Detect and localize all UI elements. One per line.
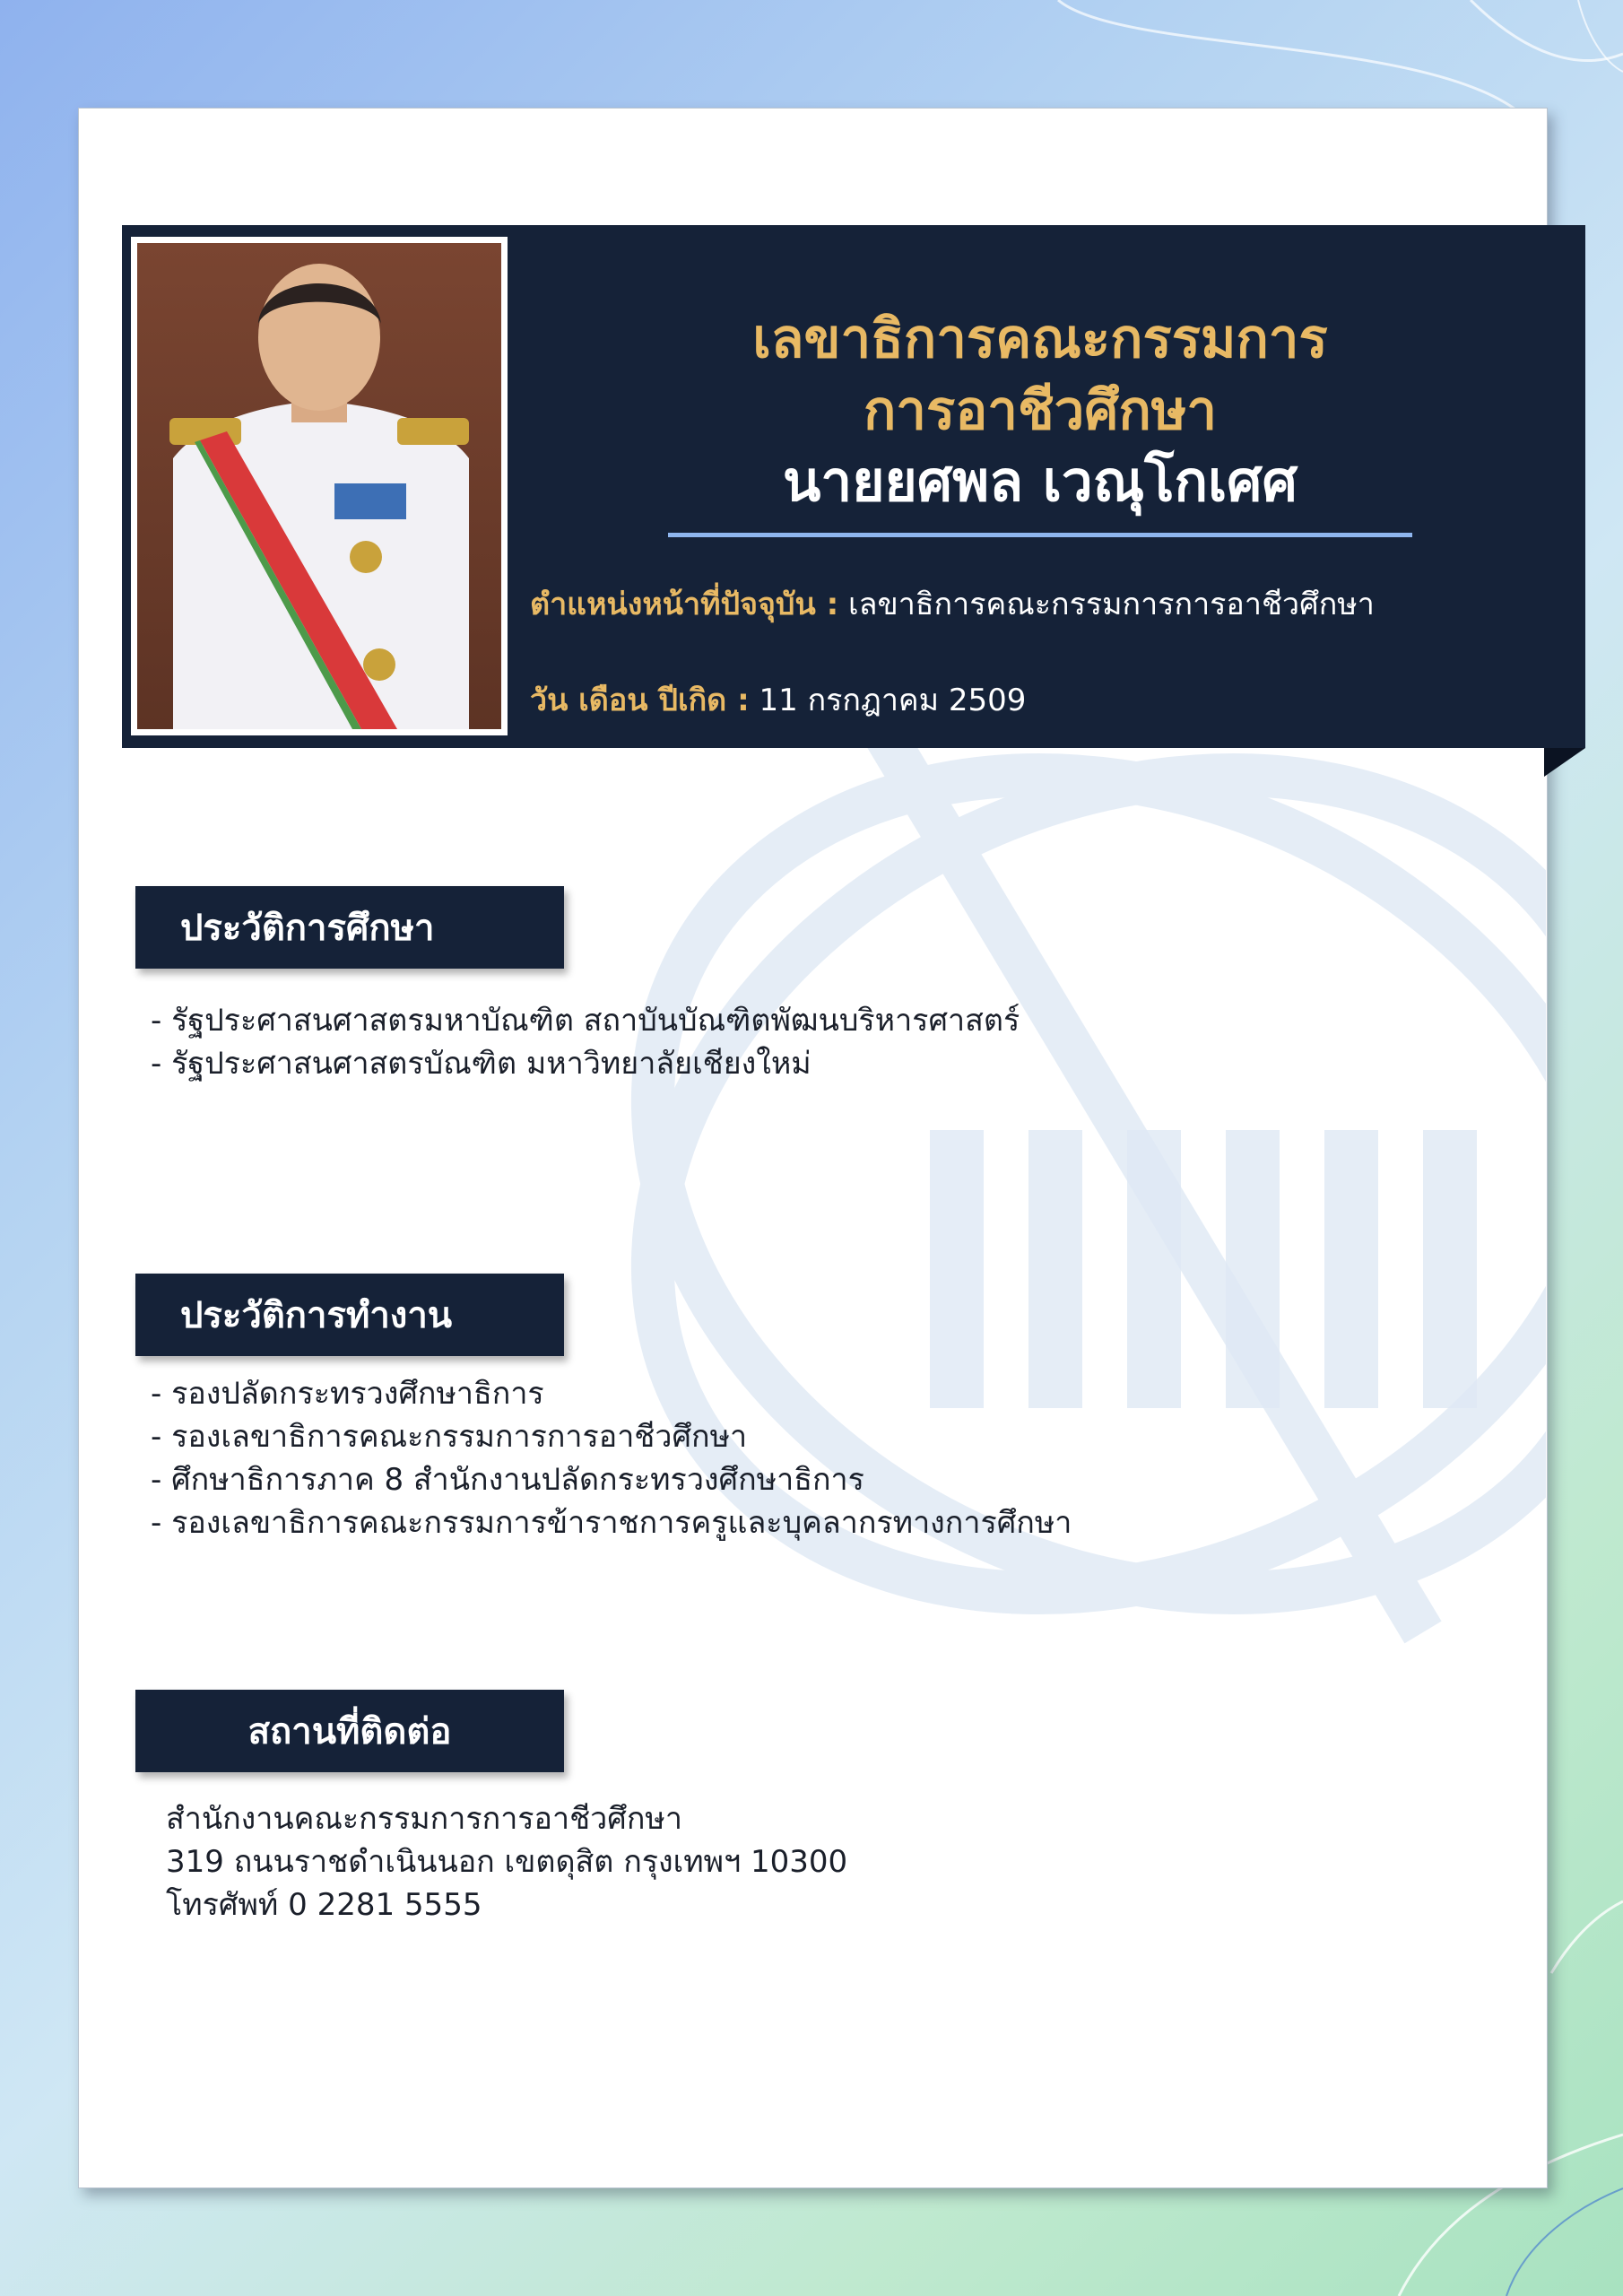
position-info — [530, 579, 1375, 628]
contact-address: 319 ถนนราชดำเนินนอก เขตดุสิต กรุงเทพฯ 10300 — [166, 1844, 848, 1880]
contact-phone: โทรศัพท์ 0 2281 5555 — [166, 1887, 482, 1923]
portrait-photo — [131, 237, 508, 735]
contact-org: สำนักงานคณะกรรมการการอาชีวศึกษา — [166, 1801, 682, 1837]
banner-fold — [1544, 748, 1585, 777]
education-heading: ประวัติการศึกษา — [135, 886, 564, 969]
header-divider — [668, 533, 1412, 537]
list-item: - รัฐประศาสนศาสตรบัณฑิต มหาวิทยาลัยเชียงใหม่ — [151, 1046, 812, 1082]
education-list — [151, 999, 1020, 1085]
work-heading: ประวัติการทำงาน — [135, 1274, 564, 1356]
position-label: ตำแหน่งหน้าที่ปัจจุบัน : — [530, 587, 839, 622]
list-item: - รองปลัดกระทรวงศึกษาธิการ — [151, 1376, 544, 1412]
birth-value: 11 กรกฎาคม 2509 — [759, 683, 1027, 718]
work-list — [151, 1372, 1072, 1544]
title-line-2: การอาชีวศึกษา — [863, 379, 1218, 442]
position-value: เลขาธิการคณะกรรมการการอาชีวศึกษา — [848, 587, 1375, 622]
birth-label: วัน เดือน ปีเกิด : — [530, 683, 750, 718]
list-item: - รองเลขาธิการคณะกรรมการการอาชีวศึกษา — [151, 1419, 748, 1455]
title-line-1: เลขาธิการคณะกรรมการ — [752, 308, 1328, 370]
person-name: นายยศพล เวณุโกเศศ — [783, 448, 1298, 514]
list-item: - รัฐประศาสนศาสตรมหาบัณฑิต สถาบันบัณฑิตพัฒนบริหารศาสตร์ — [151, 1003, 1020, 1039]
contact-block — [166, 1797, 847, 1926]
birth-info — [530, 675, 1026, 724]
list-item: - รองเลขาธิการคณะกรรมการข้าราชการครูและบุคลากรทางการศึกษา — [151, 1505, 1072, 1541]
contact-heading: สถานที่ติดต่อ — [135, 1690, 564, 1772]
list-item: - ศึกษาธิการภาค 8 สำนักงานปลัดกระทรวงศึกษาธิการ — [151, 1462, 864, 1498]
